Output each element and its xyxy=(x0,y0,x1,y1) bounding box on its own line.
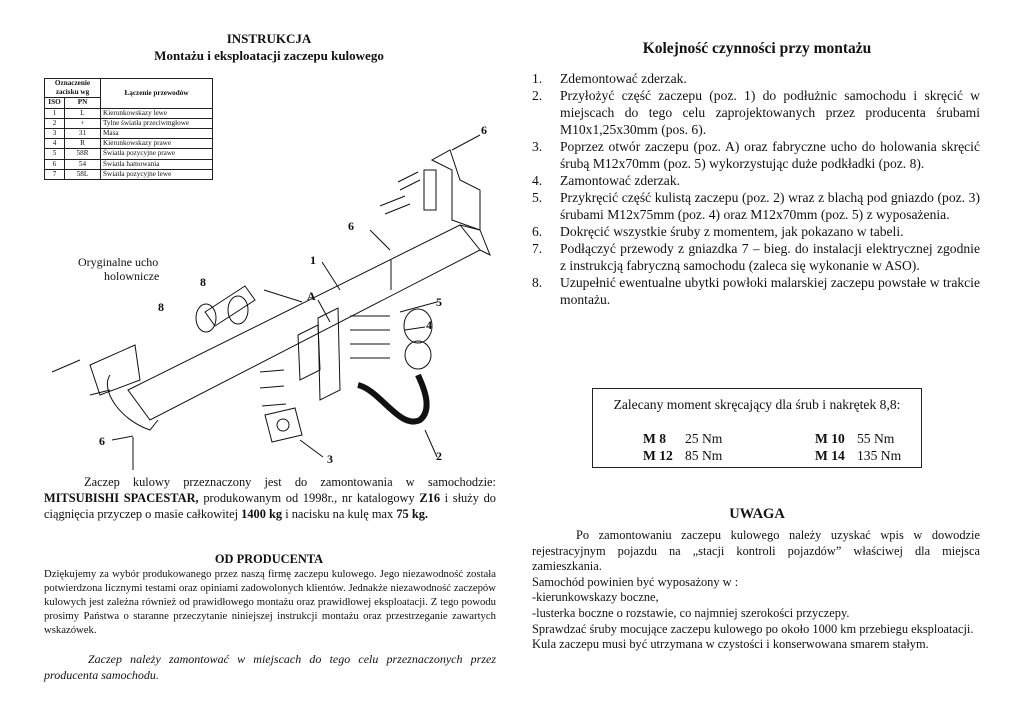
step-text: Zdemontować zderzak. xyxy=(560,71,687,86)
wiring-cell-iso: 7 xyxy=(45,169,65,179)
torque-item-m10: M 10 55 Nm xyxy=(815,431,895,446)
wiring-cell-pn: 58R xyxy=(65,149,101,159)
towbar-exploded-drawing xyxy=(40,90,498,470)
ball-neck xyxy=(358,375,427,422)
label-8a: 8 xyxy=(200,275,206,289)
desc-catalog: Z16 xyxy=(419,491,441,505)
torque-box xyxy=(592,388,922,468)
label-6-mid: 6 xyxy=(348,219,354,233)
uwaga-p4: -lusterka boczne o rozstawie, co najmniej szerokości przyczepy. xyxy=(532,605,850,620)
title-line-1: INSTRUKCJA xyxy=(226,31,312,46)
center-bracket xyxy=(318,308,340,400)
wiring-cell-pn: + xyxy=(65,118,101,128)
step-text: Podłączyć przewody z gniazdka 7 – bieg. do instalacji elektrycznej zgodnie z instrukcją fabryczną samochodu (zaleca się wykonanie w ASO). xyxy=(560,241,980,273)
step-text: Przyłożyć część zaczepu (poz. 1) do podłużnic samochodu i skręcić w miejscach do tego celu zaprojektowanych przez producenta śrubami M10x1,25x30mm (pos. 6). xyxy=(560,88,980,137)
desc-mid1: produkowanym od 1998r., nr katalogowy xyxy=(198,491,420,505)
assembly-step xyxy=(532,70,980,87)
assembly-step xyxy=(532,223,980,240)
socket-plate xyxy=(265,408,302,442)
assembly-step xyxy=(532,189,980,223)
step-number: 4. xyxy=(532,173,543,188)
torque-heading: Zalecany moment skręcający dla śrub i nakrętek 8,8: xyxy=(613,397,901,412)
label-8b: 8 xyxy=(158,300,164,314)
label-3: 3 xyxy=(327,452,333,466)
step-text: Przykręcić część kulistą zaczepu (poz. 2) wraz z blachą pod gniazdo (poz. 3) śrubami M12x75mm (poz. 4) oraz M12x70mm (poz. 5) z wyposażenia. xyxy=(560,190,980,222)
label-6-top: 6 xyxy=(481,123,487,137)
wiring-cell-iso: 4 xyxy=(45,139,65,149)
bolts-right xyxy=(380,172,420,290)
producer-italic-note: Zaczep należy zamontować w miejscach do tego celu przeznaczonych przez producenta samochodu. xyxy=(44,652,496,682)
wiring-cell-iso: 5 xyxy=(45,149,65,159)
step-text: Zamontować zderzak. xyxy=(560,173,681,188)
step-number: 3. xyxy=(532,139,543,154)
step-text: Poprzez otwór zaczepu (poz. A) oraz fabryczne ucho do holowania skręcić śrubą M12x70mm (poz. 5) wykorzystując duże podkładki (poz. 8). xyxy=(560,139,980,171)
towing-eye-label-2: holownicze xyxy=(104,269,160,283)
wiring-cell-desc: Światła pozycyjne lewe xyxy=(101,169,213,179)
label-4: 4 xyxy=(426,318,432,332)
assembly-steps-list xyxy=(532,70,980,308)
left-column xyxy=(40,30,498,710)
wiring-cell-desc: Masa xyxy=(101,129,213,139)
wiring-col-iso: ISO xyxy=(45,98,65,108)
step-number: 7. xyxy=(532,241,543,256)
step-text: Dokręcić wszystkie śruby z momentem, jak pokazano w tabeli. xyxy=(560,224,904,239)
uwaga-p1: Po zamontowaniu zaczepu kulowego należy uzyskać wpis w dowodzie rejestracyjnym pojazdu na „stacji kontroli pojazdów” właściwej dla miejsca zamieszkania. xyxy=(532,528,980,574)
uwaga-heading: UWAGA xyxy=(729,506,785,522)
label-6-left: 6 xyxy=(99,434,105,448)
wiring-cell-desc: Tylne światła przeciwmgłowe xyxy=(101,118,213,128)
torque-item-m8: M 8 25 Nm xyxy=(643,431,723,446)
label-A: A xyxy=(307,289,316,303)
desc-mid2: i służy do ciągnięcia przyczep o masie całkowitej xyxy=(44,491,496,521)
assembly-step xyxy=(532,240,980,274)
uwaga-p2: Samochód powinien być wyposażony w : xyxy=(532,574,739,589)
assembly-step xyxy=(532,274,980,308)
wiring-cell-iso: 6 xyxy=(45,159,65,169)
wiring-cell-desc: Światła pozycyjne prawe xyxy=(101,149,213,159)
title-line-2: Montażu i eksploatacji zaczepu kulowego xyxy=(154,48,384,63)
assembly-step xyxy=(532,172,980,189)
wiring-cell-pn: L xyxy=(65,108,101,118)
step-number: 5. xyxy=(532,190,543,205)
wiring-cell-desc: Kierunkowskazy prawe xyxy=(101,139,213,149)
assembly-step xyxy=(532,87,980,138)
step-text: Uzupełnić ewentualne ubytki powłoki malarskiej zaczepu powstałe w trakcie montażu. xyxy=(560,275,980,307)
wiring-header-group: Oznaczenie zacisku wg xyxy=(45,79,101,98)
assembly-order-title: Kolejność czynności przy montażu xyxy=(642,40,872,57)
torque-item-m12: M 12 85 Nm xyxy=(643,448,723,463)
assembly-step xyxy=(532,138,980,172)
uwaga-p5: Sprawdzać śruby mocujące zaczepu kulowego po około 1000 km przebiegu eksploatacji. xyxy=(532,621,974,636)
desc-mass: 1400 kg xyxy=(241,507,283,521)
desc-load: 75 kg. xyxy=(396,507,429,521)
label-1: 1 xyxy=(310,253,316,267)
wiring-cell-pn: R xyxy=(65,139,101,149)
tow-ball xyxy=(405,341,431,369)
wiring-cell-pn: 31 xyxy=(65,129,101,139)
instruction-title xyxy=(40,30,498,64)
step-number: 2. xyxy=(532,88,543,103)
label-2: 2 xyxy=(436,449,442,463)
uwaga-section xyxy=(532,528,980,653)
step-number: 6. xyxy=(532,224,543,239)
application-description xyxy=(44,474,496,522)
washer-8b xyxy=(228,296,248,324)
towing-eye-label-1: Oryginalne ucho xyxy=(78,255,159,269)
wiring-col-pn: PN xyxy=(65,98,101,108)
desc-pre: Zaczep kulowy przeznaczony jest do zamontowania w samochodzie: xyxy=(84,475,496,489)
washer-8a xyxy=(196,304,216,332)
wiring-cell-desc: Kierunkowskazy lewe xyxy=(101,108,213,118)
step-number: 8. xyxy=(532,275,543,290)
wiring-cell-iso: 3 xyxy=(45,129,65,139)
producer-text: Dziękujemy za wybór produkowanego przez naszą firmę zaczepu kulowego. Jego niezawodność została potwierdzona licznymi testami oraz opiniami zadowolonych klientów. Jednakże niezawodność zaczepów kulowych jest zależna również od prawidłowego montażu oraz prawidłowej eksploatacji. Z tego powodu prosimy Państwa o staranne przeczytanie niniejszej instrukcji montażu oraz przestrzeganie zawartych wskazówek. xyxy=(44,568,496,636)
wiring-cell-pn: 58L xyxy=(65,169,101,179)
producer-heading: OD PRODUCENTA xyxy=(214,552,324,566)
bolts-left xyxy=(52,360,133,470)
wiring-cell-iso: 2 xyxy=(45,118,65,128)
uwaga-p3: -kierunkowskazy boczne, xyxy=(532,590,659,605)
wiring-cell-iso: 1 xyxy=(45,108,65,118)
label-5: 5 xyxy=(436,295,442,309)
right-bracket xyxy=(432,150,480,230)
desc-mid3: i nacisku na kulę max xyxy=(282,507,397,521)
wiring-header-conn: Łączenie przewodów xyxy=(101,79,213,109)
wiring-cell-pn: 54 xyxy=(65,159,101,169)
wiring-cell-desc: Światła hamowania xyxy=(101,159,213,169)
torque-item-m14: M 14 135 Nm xyxy=(815,448,902,463)
desc-car: MITSUBISHI SPACESTAR, xyxy=(44,491,199,505)
step-number: 1. xyxy=(532,71,543,86)
uwaga-p6: Kula zaczepu musi być utrzymana w czystości i konserwowana smarem stałym. xyxy=(532,637,929,652)
right-column xyxy=(532,40,982,710)
